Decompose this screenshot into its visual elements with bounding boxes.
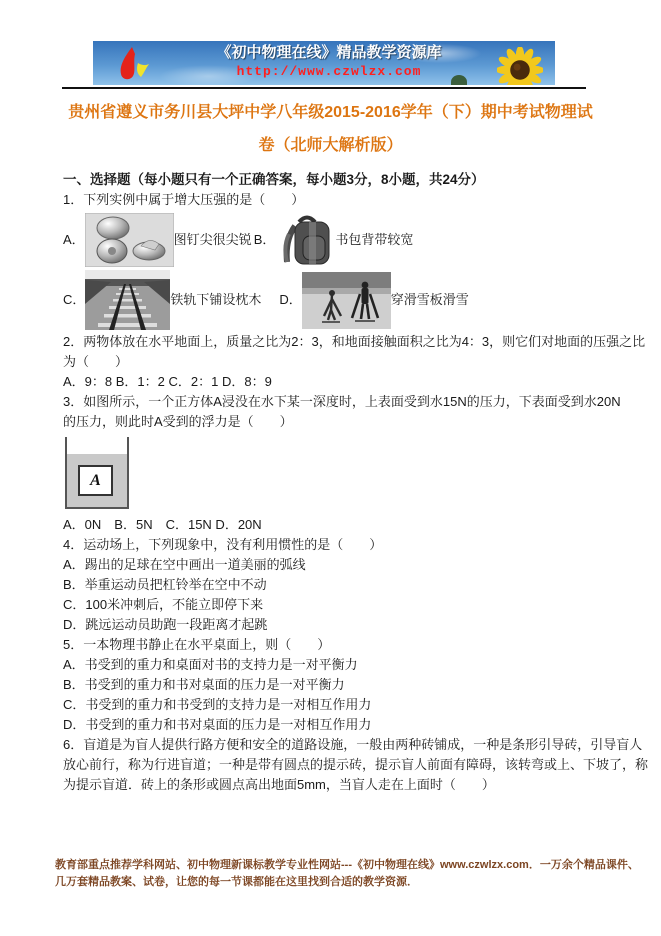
banner-site-url[interactable]: http://www.czwlzx.com — [236, 64, 422, 79]
question-5-option-a: A．书受到的重力和桌面对书的支持力是一对平衡力 — [63, 657, 358, 672]
thumbtacks-photo — [85, 213, 174, 267]
question-5-option-d: D．书受到的重力和书对桌面的压力是一对相互作用力 — [63, 717, 372, 732]
question-5-text: 5．一本物理书静止在水平桌面上，则（ ） — [63, 637, 331, 652]
question-2-line1: 2．两物体放在水平地面上，质量之比为2：3，和地面接触面积之比为4：3，则它们对地面的压强之比 — [63, 334, 646, 349]
beaker-figure — [65, 437, 129, 509]
footer-line1: 教育部重点推荐学科网站、初中物理新课标教学专业性网站---《初中物理在线》www.czwlzx.com．一万余个精品课件、 — [55, 859, 639, 871]
question-6-line3: 为提示盲道．砖上的条形或圆点高出地面5mm，当盲人走在上面时（ ） — [63, 777, 495, 792]
page-footer — [55, 857, 639, 891]
question-1-options-ab — [63, 212, 608, 268]
option-c-caption: 铁轨下铺设枕木 — [170, 292, 262, 307]
question-3-line2: 的压力，则此时A受到的浮力是（ ） — [63, 414, 293, 429]
question-4-option-b: B．举重运动员把杠铃举在空中不动 — [63, 577, 267, 592]
cube-a — [78, 465, 113, 496]
page-title-line1: 贵州省遵义市务川县大坪中学八年级2015-2016学年（下）期中考试物理试 — [68, 104, 593, 121]
question-5-option-b: B．书受到的重力和书对桌面的压力是一对平衡力 — [63, 677, 345, 692]
backpack-photo — [275, 212, 335, 268]
railway-photo — [85, 270, 170, 330]
option-b-label: B． — [253, 232, 276, 247]
section-heading: 一、选择题（每小题只有一个正确答案，每小题3分，8小题，共24分） — [63, 172, 485, 187]
cube-a-label: A — [90, 471, 101, 489]
page-title — [0, 96, 661, 162]
banner-site-title: 《初中物理在线》精品教学资源库 — [216, 44, 442, 61]
question-6-line1: 6．盲道是为盲人提供行路方便和安全的道路设施，一般由两种砖铺成，一种是条形引导砖，引导盲人 — [63, 737, 643, 752]
question-2-line2: 为（ ） — [63, 354, 129, 369]
skiing-photo — [302, 272, 391, 329]
option-c-label: C． — [63, 292, 86, 307]
page-title-line2: 卷（北师大解析版） — [258, 137, 403, 154]
option-b-caption: 书包背带较宽 — [335, 232, 414, 247]
site-banner — [93, 41, 555, 85]
question-1-options-cd — [63, 270, 608, 330]
question-6-line2: 放心前行，称为行进盲道；一种是带有圆点的提示砖，提示盲人前面有障碍，该转弯或上、下坡了，称 — [63, 757, 649, 772]
exam-body — [63, 170, 649, 795]
question-2-options: A．9：8 B．1：2 C．2：1 D．8：9 — [63, 374, 272, 389]
question-1-text: 1．下列实例中属于增大压强的是（ ） — [63, 192, 305, 207]
footer-line2: 几万套精品教案、试卷，让您的每一节课都能在这里找到合适的教学资源． — [55, 876, 418, 888]
logo-flame-icon — [111, 45, 155, 83]
question-4-option-d: D．跳远运动员助跑一段距离才起跳 — [63, 617, 268, 632]
option-d-label: D． — [279, 292, 302, 307]
question-4-option-a: A．踢出的足球在空中画出一道美丽的弧线 — [63, 557, 306, 572]
question-3-line1: 3．如图所示，一个正方体A浸没在水下某一深度时，上表面受到水15N的压力，下表面受到水20N — [63, 394, 621, 409]
option-d-caption: 穿滑雪板滑雪 — [390, 292, 469, 307]
sunflower-icon — [497, 47, 543, 85]
question-5-option-c: C．书受到的重力和书受到的支持力是一对相互作用力 — [63, 697, 372, 712]
header-divider — [62, 87, 586, 89]
question-4-text: 4．运动场上，下列现象中，没有利用惯性的是（ ） — [63, 537, 383, 552]
option-a-label: A． — [63, 232, 85, 247]
option-a-caption: 图钉尖很尖锐 — [173, 232, 252, 247]
question-4-option-c: C．100米冲刺后，不能立即停下来 — [63, 597, 264, 612]
plant-icon — [451, 75, 467, 85]
question-3-options: A．0N B．5N C．15N D．20N — [63, 517, 262, 532]
